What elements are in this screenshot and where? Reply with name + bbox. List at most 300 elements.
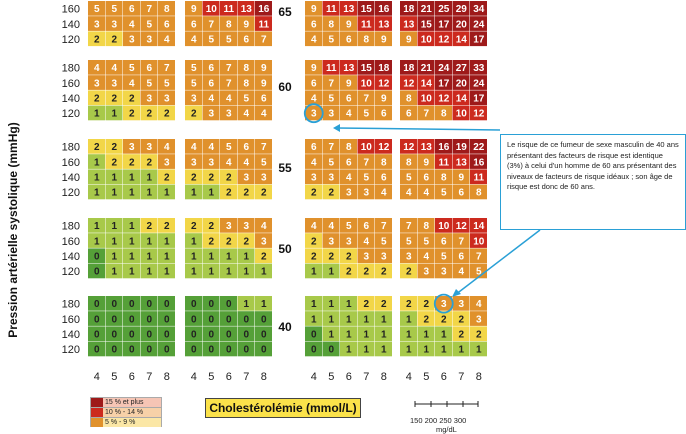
risk-value: 0 [260, 314, 267, 326]
risk-value: 1 [128, 187, 135, 199]
risk-value: 0 [225, 299, 232, 311]
y-tick-label: 120 [61, 266, 80, 279]
risk-value: 22 [473, 142, 485, 154]
risk-value: 4 [458, 266, 465, 278]
risk-value: 6 [380, 108, 387, 120]
risk-value: 6 [423, 172, 430, 184]
risk-value: 7 [458, 236, 465, 248]
y-tick-label: 180 [61, 62, 80, 75]
risk-value: 2 [328, 187, 335, 199]
risk-value: 5 [111, 4, 118, 16]
risk-value: 8 [243, 63, 250, 75]
risk-value: 2 [423, 299, 430, 311]
risk-value: 6 [243, 142, 250, 154]
risk-value: 8 [380, 157, 387, 169]
risk-value: 6 [163, 19, 170, 31]
risk-value: 1 [128, 236, 135, 248]
risk-value: 11 [473, 172, 485, 184]
risk-value: 1 [440, 344, 447, 356]
risk-value: 2 [345, 251, 352, 263]
risk-value: 4 [225, 157, 232, 169]
risk-value: 3 [225, 221, 232, 233]
risk-value: 2 [243, 187, 250, 199]
risk-value: 3 [260, 236, 267, 248]
x-tick-label: 4 [310, 371, 317, 383]
risk-value: 3 [328, 236, 335, 248]
risk-value: 0 [128, 299, 135, 311]
risk-value: 1 [328, 299, 335, 311]
risk-value: 5 [440, 251, 447, 263]
risk-value: 2 [405, 299, 412, 311]
risk-value: 3 [163, 93, 170, 105]
risk-value: 7 [363, 157, 370, 169]
risk-value: 1 [190, 266, 197, 278]
x-tick-label: 4 [190, 371, 197, 383]
risk-value: 4 [380, 187, 387, 199]
legend-item-1: 15 % et plus [90, 397, 162, 407]
risk-value: 3 [128, 142, 135, 154]
risk-value: 1 [111, 108, 118, 120]
risk-value: 1 [310, 299, 317, 311]
scale-ticks: 150 200 250 300 [410, 416, 467, 425]
risk-value: 1 [190, 251, 197, 263]
risk-value: 1 [363, 344, 370, 356]
y-tick-label: 160 [61, 77, 80, 90]
risk-value: 1 [128, 172, 135, 184]
risk-value: 3 [260, 172, 267, 184]
risk-value: 2 [111, 157, 118, 169]
risk-value: 3 [475, 314, 482, 326]
risk-value: 4 [475, 299, 482, 311]
legend-item-2: 10 % - 14 % [90, 407, 162, 417]
cholesterol-scale [410, 398, 480, 434]
risk-value: 0 [93, 314, 100, 326]
risk-value: 8 [440, 172, 447, 184]
y-tick-label: 140 [61, 251, 80, 263]
x-tick-label: 7 [458, 371, 465, 383]
risk-value: 1 [243, 266, 250, 278]
risk-value: 2 [163, 172, 170, 184]
risk-value: 3 [243, 221, 250, 233]
risk-value: 5 [128, 63, 135, 75]
risk-value: 5 [363, 172, 370, 184]
risk-value: 1 [93, 172, 100, 184]
risk-value: 11 [360, 19, 372, 31]
risk-value: 12 [403, 142, 415, 154]
risk-value: 4 [260, 221, 267, 233]
risk-value: 2 [146, 157, 153, 169]
risk-value: 3 [146, 142, 153, 154]
risk-value: 2 [458, 314, 465, 326]
risk-value: 3 [363, 251, 370, 263]
risk-value: 17 [473, 93, 485, 105]
risk-value: 4 [208, 93, 215, 105]
y-tick-label: 120 [61, 187, 80, 200]
y-tick-label: 160 [61, 156, 80, 169]
x-tick-label: 7 [146, 371, 153, 383]
risk-value: 11 [325, 63, 337, 75]
risk-value: 4 [405, 187, 412, 199]
risk-value: 2 [208, 236, 215, 248]
arrowhead [452, 289, 461, 297]
risk-value: 13 [403, 19, 415, 31]
risk-value: 7 [260, 142, 267, 154]
risk-value: 12 [455, 221, 467, 233]
risk-value: 4 [310, 157, 317, 169]
risk-value: 0 [146, 314, 153, 326]
risk-value: 10 [360, 142, 372, 154]
risk-value: 2 [111, 142, 118, 154]
risk-value: 5 [405, 172, 412, 184]
risk-value: 24 [473, 19, 485, 31]
risk-value: 3 [111, 19, 118, 31]
risk-value: 1 [363, 329, 370, 341]
risk-value: 4 [423, 187, 430, 199]
risk-value: 5 [363, 108, 370, 120]
risk-value: 11 [223, 4, 235, 16]
risk-value: 6 [310, 142, 317, 154]
risk-value: 2 [310, 236, 317, 248]
risk-value: 4 [128, 78, 135, 90]
risk-value: 21 [420, 4, 432, 16]
risk-value: 1 [208, 187, 215, 199]
x-tick-label: 8 [475, 371, 482, 383]
risk-value: 3 [328, 108, 335, 120]
risk-value: 0 [190, 299, 197, 311]
risk-value: 0 [243, 314, 250, 326]
risk-value: 1 [93, 108, 100, 120]
risk-value: 9 [310, 63, 317, 75]
risk-value: 4 [345, 108, 352, 120]
risk-value: 7 [328, 142, 335, 154]
x-tick-label: 5 [208, 371, 215, 383]
risk-value: 1 [93, 236, 100, 248]
risk-value: 1 [345, 329, 352, 341]
risk-value: 0 [111, 314, 118, 326]
risk-value: 8 [405, 93, 412, 105]
y-tick-label: 140 [61, 93, 80, 105]
risk-value: 0 [93, 299, 100, 311]
risk-value: 0 [111, 329, 118, 341]
risk-value: 1 [190, 187, 197, 199]
risk-value: 15 [420, 19, 432, 31]
risk-value: 8 [423, 221, 430, 233]
risk-value: 1 [163, 187, 170, 199]
risk-value: 1 [146, 236, 153, 248]
risk-value: 0 [93, 344, 100, 356]
risk-value: 6 [208, 78, 215, 90]
risk-value: 4 [363, 236, 370, 248]
risk-value: 2 [128, 93, 135, 105]
risk-value: 1 [208, 251, 215, 263]
risk-value: 7 [423, 108, 430, 120]
x-tick-label: 8 [163, 371, 170, 383]
arrow-to-60 [336, 128, 500, 130]
risk-value: 3 [111, 78, 118, 90]
risk-value: 1 [405, 344, 412, 356]
risk-value: 0 [111, 344, 118, 356]
risk-value: 10 [455, 108, 467, 120]
y-tick-label: 120 [61, 34, 80, 46]
risk-value: 1 [440, 329, 447, 341]
risk-value: 0 [243, 344, 250, 356]
risk-value: 11 [438, 157, 450, 169]
risk-value: 1 [380, 344, 387, 356]
y-tick-label: 180 [61, 298, 80, 311]
risk-value: 6 [190, 19, 197, 31]
risk-value: 0 [328, 344, 335, 356]
risk-value: 1 [128, 251, 135, 263]
risk-value: 5 [243, 93, 250, 105]
risk-value: 24 [473, 78, 485, 90]
risk-value: 18 [403, 4, 415, 16]
risk-value: 8 [405, 157, 412, 169]
x-tick-label: 4 [93, 371, 100, 383]
risk-value: 2 [93, 142, 100, 154]
risk-value: 4 [190, 34, 197, 46]
risk-value: 0 [163, 299, 170, 311]
risk-value: 5 [328, 93, 335, 105]
y-tick-label: 140 [61, 329, 80, 341]
risk-value: 6 [458, 251, 465, 263]
risk-value: 1 [328, 329, 335, 341]
scale-unit: mg/dL [436, 425, 457, 434]
risk-value: 3 [345, 187, 352, 199]
risk-value: 1 [243, 299, 250, 311]
risk-value: 5 [146, 19, 153, 31]
x-tick-label: 7 [363, 371, 370, 383]
risk-value: 2 [163, 221, 170, 233]
risk-value: 0 [260, 344, 267, 356]
y-tick-label: 160 [61, 3, 80, 16]
risk-value: 1 [345, 314, 352, 326]
risk-value: 12 [378, 142, 390, 154]
risk-value: 12 [438, 93, 450, 105]
risk-value: 20 [455, 19, 467, 31]
risk-value: 33 [473, 63, 485, 75]
risk-value: 1 [345, 299, 352, 311]
risk-value: 13 [420, 142, 432, 154]
risk-value: 5 [328, 157, 335, 169]
risk-value: 9 [260, 78, 267, 90]
risk-value: 0 [146, 344, 153, 356]
y-tick-label: 160 [61, 313, 80, 326]
risk-value: 1 [93, 187, 100, 199]
risk-value: 2 [310, 187, 317, 199]
risk-value: 7 [260, 34, 267, 46]
risk-value: 29 [455, 4, 467, 16]
x-tick-label: 8 [380, 371, 387, 383]
risk-value: 3 [190, 157, 197, 169]
risk-value: 6 [363, 221, 370, 233]
risk-value: 21 [420, 63, 432, 75]
y-tick-label: 180 [61, 220, 80, 233]
risk-value: 18 [403, 63, 415, 75]
risk-value: 3 [423, 266, 430, 278]
age-label: 40 [278, 320, 292, 334]
risk-value: 3 [93, 19, 100, 31]
risk-value: 1 [423, 329, 430, 341]
x-tick-label: 6 [440, 371, 447, 383]
risk-value: 16 [438, 142, 450, 154]
risk-value: 0 [208, 329, 215, 341]
risk-value: 9 [260, 63, 267, 75]
risk-value: 6 [440, 236, 447, 248]
risk-value: 1 [380, 314, 387, 326]
risk-value: 6 [345, 93, 352, 105]
risk-value: 1 [111, 266, 118, 278]
risk-value: 1 [208, 266, 215, 278]
risk-value: 0 [310, 344, 317, 356]
risk-value: 4 [310, 221, 317, 233]
risk-value: 5 [190, 63, 197, 75]
risk-value: 0 [225, 344, 232, 356]
risk-value: 18 [378, 63, 390, 75]
risk-value: 2 [260, 251, 267, 263]
risk-value: 8 [363, 34, 370, 46]
risk-value: 13 [343, 4, 355, 16]
risk-value: 7 [146, 4, 153, 16]
x-tick-label: 5 [423, 371, 430, 383]
risk-value: 6 [128, 4, 135, 16]
risk-value: 12 [403, 78, 415, 90]
risk-value: 2 [475, 329, 482, 341]
risk-value: 2 [208, 221, 215, 233]
risk-value: 3 [163, 157, 170, 169]
y-tick-label: 180 [61, 141, 80, 154]
risk-value: 1 [475, 344, 482, 356]
risk-value: 0 [225, 314, 232, 326]
risk-value: 3 [328, 172, 335, 184]
risk-value: 8 [475, 187, 482, 199]
risk-value: 7 [405, 221, 412, 233]
risk-value: 34 [473, 4, 485, 16]
risk-value: 7 [475, 251, 482, 263]
risk-value: 16 [378, 4, 390, 16]
risk-value: 8 [163, 4, 170, 16]
risk-value: 0 [93, 266, 100, 278]
x-tick-label: 5 [328, 371, 335, 383]
risk-value: 1 [380, 329, 387, 341]
risk-value: 1 [111, 236, 118, 248]
risk-value: 1 [128, 266, 135, 278]
risk-value: 12 [438, 34, 450, 46]
risk-value: 10 [473, 236, 485, 248]
risk-value: 3 [208, 157, 215, 169]
risk-value: 5 [405, 236, 412, 248]
risk-value: 0 [190, 329, 197, 341]
risk-value: 4 [163, 34, 170, 46]
risk-value: 1 [405, 329, 412, 341]
risk-value: 1 [190, 236, 197, 248]
y-tick-label: 120 [61, 108, 80, 121]
annotation-box: Le risque de ce fumeur de sexe masculin de 40 ans présentant des facteurs de risque est identique (3%) à celui d'un homme de 60 ans présentant des niveaux de facteurs de risque idéaux ; son âge de risque est donc de 60 ans. [500, 134, 686, 230]
risk-value: 7 [380, 221, 387, 233]
x-tick-label: 6 [225, 371, 232, 383]
risk-value: 0 [146, 329, 153, 341]
risk-value: 5 [146, 78, 153, 90]
risk-value: 1 [93, 221, 100, 233]
risk-value: 8 [225, 19, 232, 31]
risk-value: 0 [163, 329, 170, 341]
risk-value: 14 [420, 78, 432, 90]
risk-value: 0 [128, 314, 135, 326]
y-tick-label: 160 [61, 235, 80, 248]
risk-value: 3 [128, 34, 135, 46]
risk-value: 0 [93, 251, 100, 263]
risk-value: 12 [473, 108, 485, 120]
age-label: 60 [278, 80, 292, 94]
risk-value: 2 [260, 187, 267, 199]
risk-value: 0 [93, 329, 100, 341]
risk-value: 1 [93, 157, 100, 169]
risk-value: 9 [405, 34, 412, 46]
risk-value: 5 [190, 78, 197, 90]
risk-value: 9 [345, 78, 352, 90]
legend-item-3: 5 % - 9 % [90, 417, 162, 427]
risk-value: 10 [420, 93, 432, 105]
risk-value: 2 [458, 329, 465, 341]
risk-value: 3 [208, 108, 215, 120]
risk-value: 3 [225, 108, 232, 120]
risk-value: 1 [260, 266, 267, 278]
risk-value: 2 [363, 266, 370, 278]
risk-value: 0 [163, 314, 170, 326]
risk-value: 2 [190, 108, 197, 120]
risk-value: 2 [128, 157, 135, 169]
risk-value: 14 [455, 34, 467, 46]
risk-value: 17 [438, 19, 450, 31]
risk-value: 2 [225, 172, 232, 184]
risk-value: 13 [343, 63, 355, 75]
risk-value: 3 [405, 251, 412, 263]
risk-value: 1 [128, 221, 135, 233]
scale-bar [410, 401, 480, 411]
risk-value: 7 [208, 19, 215, 31]
age-label: 50 [278, 242, 292, 256]
risk-value: 11 [325, 4, 337, 16]
risk-value: 5 [93, 4, 100, 16]
risk-value: 10 [420, 34, 432, 46]
legend [90, 397, 162, 427]
risk-value: 3 [146, 34, 153, 46]
risk-value: 25 [438, 4, 450, 16]
risk-value: 4 [190, 142, 197, 154]
risk-value: 5 [225, 34, 232, 46]
risk-value: 1 [163, 251, 170, 263]
risk-value: 1 [163, 236, 170, 248]
risk-value: 2 [146, 221, 153, 233]
risk-value: 1 [225, 266, 232, 278]
risk-value: 2 [208, 172, 215, 184]
risk-value: 2 [310, 251, 317, 263]
risk-value: 9 [423, 157, 430, 169]
risk-value: 1 [111, 251, 118, 263]
risk-value: 4 [163, 142, 170, 154]
x-axis-label: Cholestérolémie (mmol/L) [205, 398, 361, 418]
risk-value: 0 [146, 299, 153, 311]
risk-value: 12 [378, 78, 390, 90]
risk-value: 17 [438, 78, 450, 90]
risk-value: 2 [146, 108, 153, 120]
risk-value: 6 [310, 78, 317, 90]
risk-value: 8 [243, 78, 250, 90]
risk-value: 0 [225, 329, 232, 341]
risk-value: 6 [380, 172, 387, 184]
risk-value: 4 [345, 172, 352, 184]
risk-value: 4 [260, 108, 267, 120]
risk-value: 2 [163, 108, 170, 120]
